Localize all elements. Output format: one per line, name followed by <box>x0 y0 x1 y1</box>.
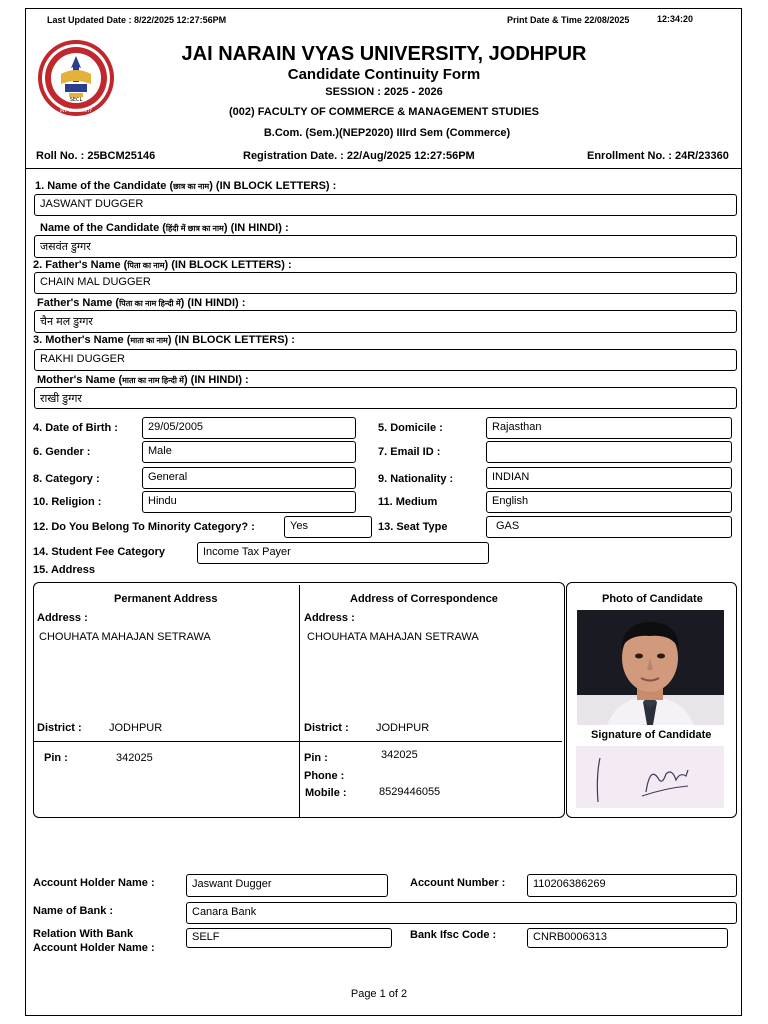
gender-label: 6. Gender : <box>33 446 91 458</box>
dob-field[interactable]: 29/05/2005 <box>142 417 356 439</box>
registration-date: Registration Date. : 22/Aug/2025 12:27:56PM <box>243 150 475 162</box>
correspondence-address-value: CHOUHATA MAHAJAN SETRAWA <box>307 631 479 643</box>
gender-field[interactable]: Male <box>142 441 356 463</box>
mother-hindi-field[interactable]: राखी डुग्गर <box>34 387 737 409</box>
roll-no: Roll No. : 25BCM25146 <box>36 150 156 162</box>
candidate-name-field[interactable]: JASWANT DUGGER <box>34 194 737 216</box>
permanent-address-value: CHOUHATA MAHAJAN SETRAWA <box>39 631 211 643</box>
mobile-value: 8529446055 <box>379 786 441 798</box>
permanent-pin-value: 342025 <box>116 752 153 764</box>
session: SESSION : 2025 - 2026 <box>325 86 443 98</box>
seat-type-label: 13. Seat Type <box>378 521 448 533</box>
correspondence-address-title: Address of Correspondence <box>350 593 498 605</box>
candidate-hindi-label: Name of the Candidate (हिंदी में छात्र का नाम) (IN HINDI) : <box>40 222 289 234</box>
candidate-signature <box>576 746 724 808</box>
permanent-district-value: JODHPUR <box>109 722 163 734</box>
header-divider <box>25 168 742 169</box>
account-number-label: Account Number : <box>410 877 506 889</box>
bank-name-label: Name of Bank : <box>33 905 114 917</box>
relation-label-line2: Account Holder Name : <box>33 942 155 954</box>
candidate-hindi-field[interactable]: जसवंत डुग्गर <box>34 235 737 258</box>
page-number: Page 1 of 2 <box>350 988 408 1000</box>
nationality-label: 9. Nationality : <box>378 473 454 485</box>
enrollment-no: Enrollment No. : 24R/23360 <box>587 150 729 162</box>
last-updated: Last Updated Date : 8/22/2025 12:27:56PM <box>47 15 227 25</box>
religion-field[interactable]: Hindu <box>142 491 356 513</box>
candidate-photo <box>577 610 724 725</box>
permanent-pin-label: Pin : <box>44 752 68 764</box>
course: B.Com. (Sem.)(NEP2020) IIIrd Sem (Commerce) <box>263 127 511 139</box>
email-label: 7. Email ID : <box>378 446 441 458</box>
domicile-label: 5. Domicile : <box>378 422 443 434</box>
candidate-name-label: 1. Name of the Candidate (छात्र का नाम) (IN BLOCK LETTERS) : <box>35 180 337 192</box>
bank-name-field[interactable]: Canara Bank <box>186 902 737 924</box>
mother-hindi-label: Mother's Name (माता का नाम हिन्दी में) (IN HINDI) : <box>37 374 249 386</box>
correspondence-district-label: District : <box>304 722 349 734</box>
account-number-field[interactable]: 110206386269 <box>527 874 737 897</box>
father-name-label: 2. Father's Name (पिता का नाम) (IN BLOCK LETTERS) : <box>33 259 292 271</box>
minority-field[interactable]: Yes <box>284 516 372 538</box>
university-name: JAI NARAIN VYAS UNIVERSITY, JODHPUR <box>181 43 587 65</box>
medium-field[interactable]: English <box>486 491 732 513</box>
svg-text:SECL: SECL <box>69 97 83 103</box>
mother-name-label: 3. Mother's Name (माता का नाम) (IN BLOCK LETTERS) : <box>33 334 295 346</box>
medium-label: 11. Medium <box>378 496 438 508</box>
mobile-label: Mobile : <box>305 787 347 799</box>
form-title: Candidate Continuity Form <box>287 66 481 83</box>
relation-field[interactable]: SELF <box>186 928 392 948</box>
correspondence-pin-label: Pin : <box>304 752 328 764</box>
nationality-field[interactable]: INDIAN <box>486 467 732 489</box>
print-date: Print Date & Time 22/08/2025 <box>507 15 630 25</box>
ifsc-field[interactable]: CNRB0006313 <box>527 928 728 948</box>
permanent-district-label: District : <box>37 722 82 734</box>
dob-label: 4. Date of Birth : <box>33 422 118 434</box>
father-hindi-label: Father's Name (पिता का नाम हिन्दी में) (IN HINDI) : <box>37 297 246 309</box>
phone-label: Phone : <box>304 770 345 782</box>
father-hindi-field[interactable]: चैन मल डुग्गर <box>34 310 737 333</box>
faculty: (002) FACULTY OF COMMERCE & MANAGEMENT STUDIES <box>228 106 540 118</box>
ifsc-label: Bank Ifsc Code : <box>410 929 497 941</box>
category-field[interactable]: General <box>142 467 356 489</box>
photo-title: Photo of Candidate <box>602 593 703 605</box>
correspondence-district-value: JODHPUR <box>376 722 430 734</box>
fee-category-field[interactable]: Income Tax Payer <box>197 542 489 564</box>
religion-label: 10. Religion : <box>33 496 102 508</box>
account-holder-label: Account Holder Name : <box>33 877 155 889</box>
address-divider-vertical <box>299 585 300 817</box>
category-label: 8. Category : <box>33 473 100 485</box>
address-section-label: 15. Address <box>33 564 95 576</box>
permanent-address-label: Address : <box>37 612 88 624</box>
address-divider-horizontal <box>34 741 562 742</box>
minority-label: 12. Do You Belong To Minority Category? : <box>33 521 255 533</box>
correspondence-address-label: Address : <box>304 612 355 624</box>
relation-label-line1: Relation With Bank <box>33 928 134 940</box>
permanent-address-title: Permanent Address <box>114 593 218 605</box>
seat-type-field[interactable]: GAS <box>486 516 732 538</box>
account-holder-field[interactable]: Jaswant Dugger <box>186 874 388 897</box>
print-time: 12:34:20 <box>657 14 694 24</box>
mother-name-field[interactable]: RAKHI DUGGER <box>34 349 737 371</box>
father-name-field[interactable]: CHAIN MAL DUGGER <box>34 272 737 294</box>
email-field[interactable] <box>486 441 732 463</box>
fee-category-label: 14. Student Fee Category <box>33 546 166 558</box>
signature-title: Signature of Candidate <box>591 729 712 741</box>
svg-text:JNV UNIVERSITY: JNV UNIVERSITY <box>60 108 92 113</box>
domicile-field[interactable]: Rajasthan <box>486 417 732 439</box>
correspondence-pin-value: 342025 <box>381 749 418 761</box>
